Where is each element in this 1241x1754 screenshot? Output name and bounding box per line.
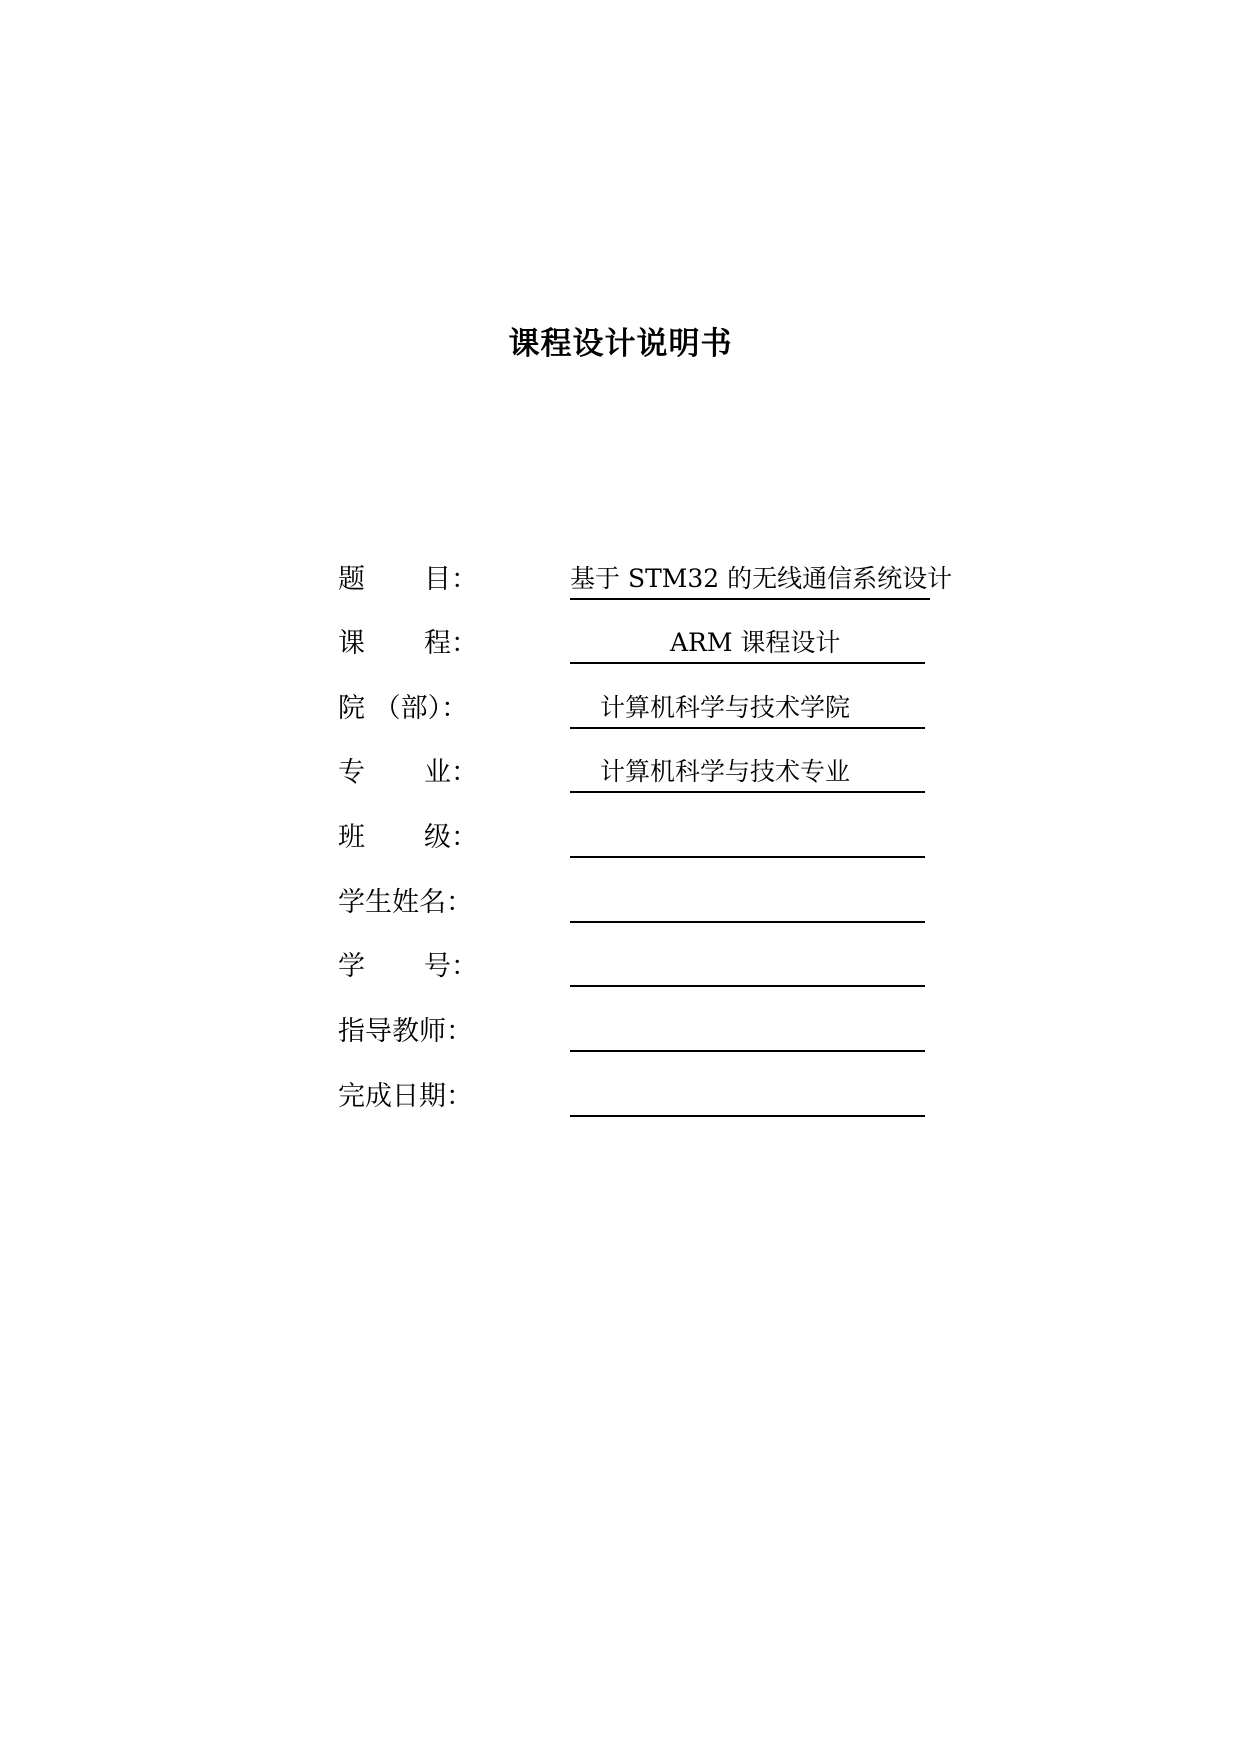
form-row-student-id bbox=[338, 947, 925, 987]
department-field[interactable]: 计算机科学与技术学院 bbox=[570, 693, 925, 729]
form-row-advisor bbox=[338, 1012, 925, 1052]
topic-field[interactable]: 基于 STM32 的无线通信系统设计 bbox=[570, 564, 930, 600]
course-field[interactable]: ARM 课程设计 bbox=[570, 628, 925, 664]
student-name-field[interactable] bbox=[570, 887, 925, 923]
completion-date-label: 完成日期： bbox=[338, 1081, 473, 1112]
page-title: 课程设计说明书 bbox=[508, 326, 733, 362]
form-row-course bbox=[338, 624, 925, 664]
student-id-label: 学 号： bbox=[338, 951, 478, 982]
completion-date-field[interactable] bbox=[570, 1081, 925, 1117]
form-row-topic bbox=[338, 560, 953, 600]
course-label: 课 程： bbox=[338, 628, 478, 659]
topic-label: 题 目： bbox=[338, 564, 478, 595]
form-row-class bbox=[338, 818, 925, 858]
advisor-field[interactable] bbox=[570, 1016, 925, 1052]
class-label: 班 级： bbox=[338, 822, 478, 853]
student-id-field[interactable] bbox=[570, 951, 925, 987]
student-name-label: 学生姓名： bbox=[338, 887, 473, 918]
advisor-label: 指导教师： bbox=[338, 1016, 473, 1047]
form-row-completion-date bbox=[338, 1077, 925, 1117]
form-row-department bbox=[338, 689, 925, 729]
major-field[interactable]: 计算机科学与技术专业 bbox=[570, 757, 925, 793]
class-field[interactable] bbox=[570, 822, 925, 858]
major-label: 专 业： bbox=[338, 757, 478, 788]
department-label: 院 （部）： bbox=[338, 693, 469, 724]
form-row-student-name bbox=[338, 883, 925, 923]
form-row-major bbox=[338, 753, 925, 793]
